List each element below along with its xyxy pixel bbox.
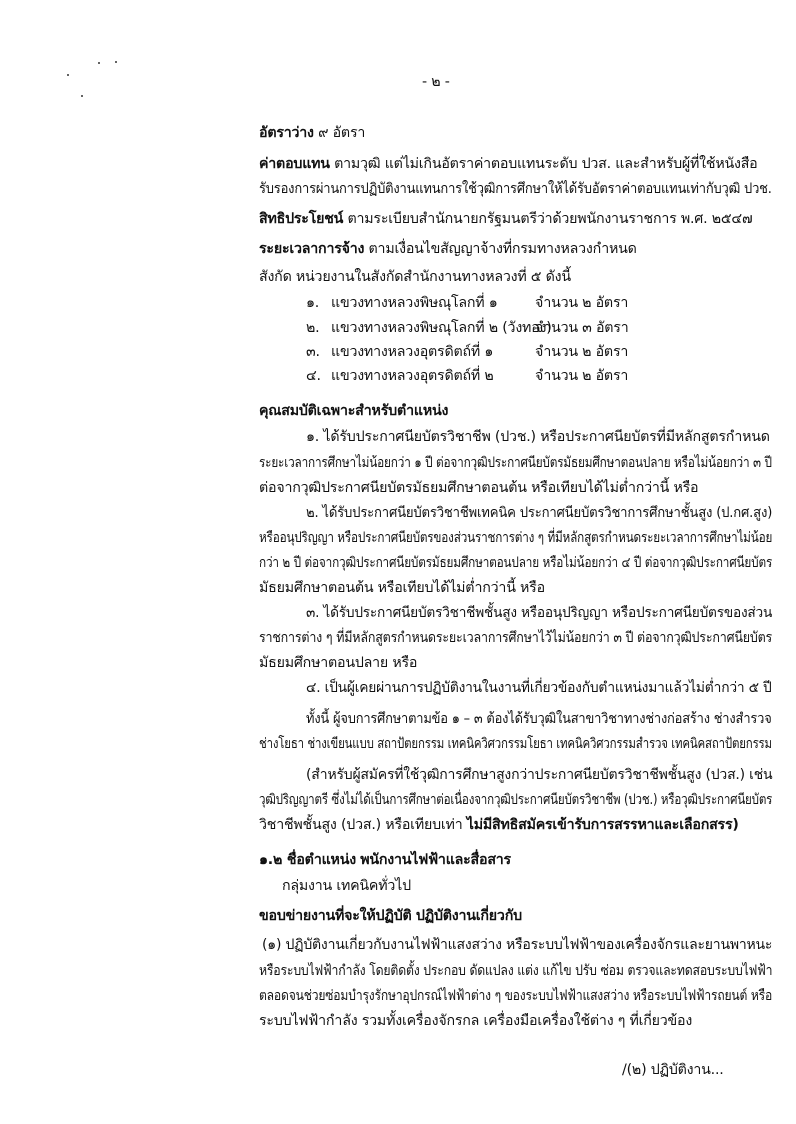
no-eligibility-note: ไม่มีสิทธิสมัครเข้ารับการสรรหาและเลือกสรร)	[466, 817, 739, 833]
unit-name: แขวงทางหลวงอุตรดิตถ์ที่ ๒	[331, 368, 494, 384]
unit-name: แขวงทางหลวงพิษณุโลกที่ ๑	[331, 295, 498, 311]
unit-number: ๓.	[306, 344, 320, 360]
qualification-line: ๑. ได้รับประกาศนียบัตรวิชาชีพ (ปวช.) หรือประกาศนียบัตรที่มีหลักสูตรกำหนด	[306, 429, 770, 445]
qualification-line: กว่า ๒ ปี ต่อจากวุฒิประกาศนียบัตรมัธยมศึกษาตอนปลาย หรือไม่น้อยกว่า ๔ ปี ต่อจากวุฒิประกาศนียบัตร	[259, 555, 773, 571]
scan-speck	[115, 61, 117, 63]
term-label: ระยะเวลาการจ้าง	[259, 241, 365, 257]
qualification-line: (สำหรับผู้สมัครที่ใช้วุฒิการศึกษาสูงกว่าประกาศนียบัตรวิชาชีพชั้นสูง (ปวส.) เช่น	[306, 767, 773, 783]
vacancy-value: ๙ อัตรา	[318, 125, 366, 141]
unit-count: จำนวน ๒ อัตรา	[535, 295, 629, 311]
position-group: กลุ่มงาน เทคนิคทั่วไป	[282, 878, 411, 894]
qualification-line: ระยะเวลาการศึกษาไม่น้อยกว่า ๑ ปี ต่อจากวุฒิประกาศนียบัตรมัธยมศึกษาตอนปลาย หรือไม่น้อยกว่า ๓ ปี	[259, 455, 772, 471]
qualification-line-last	[259, 816, 739, 834]
qualification-line: หรืออนุปริญญา หรือประกาศนียบัตรของส่วนราชการต่าง ๆ ที่มีหลักสูตรกำหนดระยะเวลาการศึกษาไม่น้อย	[259, 530, 773, 546]
qualifications-heading: คุณสมบัติเฉพาะสำหรับตำแหน่ง	[259, 403, 449, 419]
qualification-line: ๔. เป็นผู้เคยผ่านการปฏิบัติงานในงานที่เกี่ยวข้องกับตำแหน่งมาแล้วไม่ต่ำกว่า ๕ ปี	[306, 680, 772, 696]
compensation-text-cont: รับรองการผ่านการปฏิบัติงานแทนการใช้วุฒิการศึกษาให้ได้รับอัตราค่าตอบแทนเท่ากับวุฒิ ปวช.	[259, 181, 772, 197]
scan-speck	[81, 95, 83, 97]
vacancy-label: อัตราว่าง	[259, 125, 314, 141]
compensation-label: ค่าตอบแทน	[259, 156, 330, 172]
qualification-line: ช่างโยธา ช่างเขียนแบบ สถาปัตยกรรม เทคนิควิศวกรรมโยธา เทคนิควิศวกรรมสำรวจ เทคนิคสถาปัตยกรรม	[259, 736, 772, 752]
qualification-line: ๓. ได้รับประกาศนียบัตรวิชาชีพชั้นสูง หรืออนุปริญญา หรือประกาศนียบัตรของส่วน	[306, 605, 773, 621]
page-number: - ๒ -	[422, 74, 450, 90]
scope-text: ปฏิบัติงานเกี่ยวกับ	[415, 908, 522, 924]
term-text: ตามเงื่อนไขสัญญาจ้างที่กรมทางหลวงกำหนด	[368, 241, 637, 257]
qualification-line: วุฒิปริญญาตรี ซึ่งไม่ได้เป็นการศึกษาต่อเนื่องจากวุฒิประกาศนียบัตรวิชาชีพ (ปวช.) หรือวุฒิประกาศนียบัตร	[259, 792, 773, 808]
scope-line	[259, 907, 522, 925]
term-line	[259, 240, 637, 258]
qualification-line: ราชการต่าง ๆ ที่มีหลักสูตรกำหนดระยะเวลาการศึกษาไว้ไม่น้อยกว่า ๓ ปี ต่อจากวุฒิประกาศนียบัตร	[259, 630, 773, 646]
scan-speck	[67, 74, 69, 76]
scope-label: ขอบข่ายงานที่จะให้ปฏิบัติ	[259, 908, 412, 924]
duty-line: ระบบไฟฟ้ากำลัง รวมทั้งเครื่องจักรกล เครื่องมือเครื่องใช้ต่าง ๆ ที่เกี่ยวข้อง	[259, 1013, 693, 1029]
unit-count: จำนวน ๓ อัตรา	[535, 320, 629, 336]
continuation-note: /(๒) ปฏิบัติงาน...	[622, 1062, 724, 1078]
qualification-line: มัธยมศึกษาตอนต้น หรือเทียบได้ไม่ต่ำกว่านี้ หรือ	[259, 580, 545, 596]
duty-line: ตลอดจนช่วยซ่อมบำรุงรักษาอุปกรณ์ไฟฟ้าต่าง ๆ ของระบบไฟฟ้าแสงสว่าง หรือระบบไฟฟ้ารถยนต์ หรือ	[259, 988, 773, 1004]
affiliation-label: สังกัด	[259, 269, 292, 285]
benefits-text: ตามระเบียบสำนักนายกรัฐมนตรีว่าด้วยพนักงานราชการ พ.ศ. ๒๕๔๗	[347, 211, 753, 227]
qualification-line: มัธยมศึกษาตอนปลาย หรือ	[259, 655, 418, 671]
qualification-line: ทั้งนี้ ผู้จบการศึกษาตามข้อ ๑ – ๓ ต้องได้รับวุฒิในสาขาวิชาทางช่างก่อสร้าง ช่างสำรวจ	[306, 711, 772, 727]
affiliation-line	[259, 268, 571, 286]
unit-count: จำนวน ๒ อัตรา	[535, 344, 629, 360]
unit-count: จำนวน ๒ อัตรา	[535, 368, 629, 384]
scan-speck	[98, 62, 100, 64]
qualification-line: ๒. ได้รับประกาศนียบัตรวิชาชีพเทคนิค ประกาศนียบัตรวิชาการศึกษาชั้นสูง (ป.กศ.สูง)	[306, 505, 773, 521]
duty-line: (๑) ปฏิบัติงานเกี่ยวกับงานไฟฟ้าแสงสว่าง หรือระบบไฟฟ้าของเครื่องจักรและยานพาหนะ	[262, 937, 773, 953]
affiliation-text: หน่วยงานในสังกัดสำนักงานทางหลวงที่ ๕ ดังนี้	[295, 269, 571, 285]
unit-name: แขวงทางหลวงพิษณุโลกที่ ๒ (วังทอง)	[331, 320, 552, 336]
unit-number: ๑.	[306, 295, 320, 311]
qualification-line: ต่อจากวุฒิประกาศนียบัตรมัธยมศึกษาตอนต้น หรือเทียบได้ไม่ต่ำกว่านี้ หรือ	[259, 480, 699, 496]
duty-line: หรือระบบไฟฟ้ากำลัง โดยติดตั้ง ประกอบ ดัดแปลง แต่ง แก้ไข ปรับ ซ่อม ตรวจและทดสอบระบบไฟฟ้า	[259, 963, 773, 979]
benefits-label: สิทธิประโยชน์	[259, 211, 344, 227]
position-title-prefix: ๑.๒ ชื่อตำแหน่ง	[259, 852, 356, 868]
unit-name: แขวงทางหลวงอุตรดิตถ์ที่ ๑	[331, 344, 494, 360]
position-title-line	[259, 851, 511, 869]
benefits-line	[259, 210, 752, 228]
unit-number: ๒.	[306, 320, 320, 336]
vacancy-line	[259, 124, 365, 142]
unit-number: ๔.	[306, 368, 321, 384]
compensation-text: ตามวุฒิ แต่ไม่เกินอัตราค่าตอบแทนระดับ ปวส. และสำหรับผู้ที่ใช้หนังสือ	[334, 156, 758, 172]
compensation-line	[259, 155, 758, 173]
qualification-line: วิชาชีพชั้นสูง (ปวส.) หรือเทียบเท่า	[259, 817, 463, 833]
position-title-name: พนักงานไฟฟ้าและสื่อสาร	[360, 852, 511, 868]
